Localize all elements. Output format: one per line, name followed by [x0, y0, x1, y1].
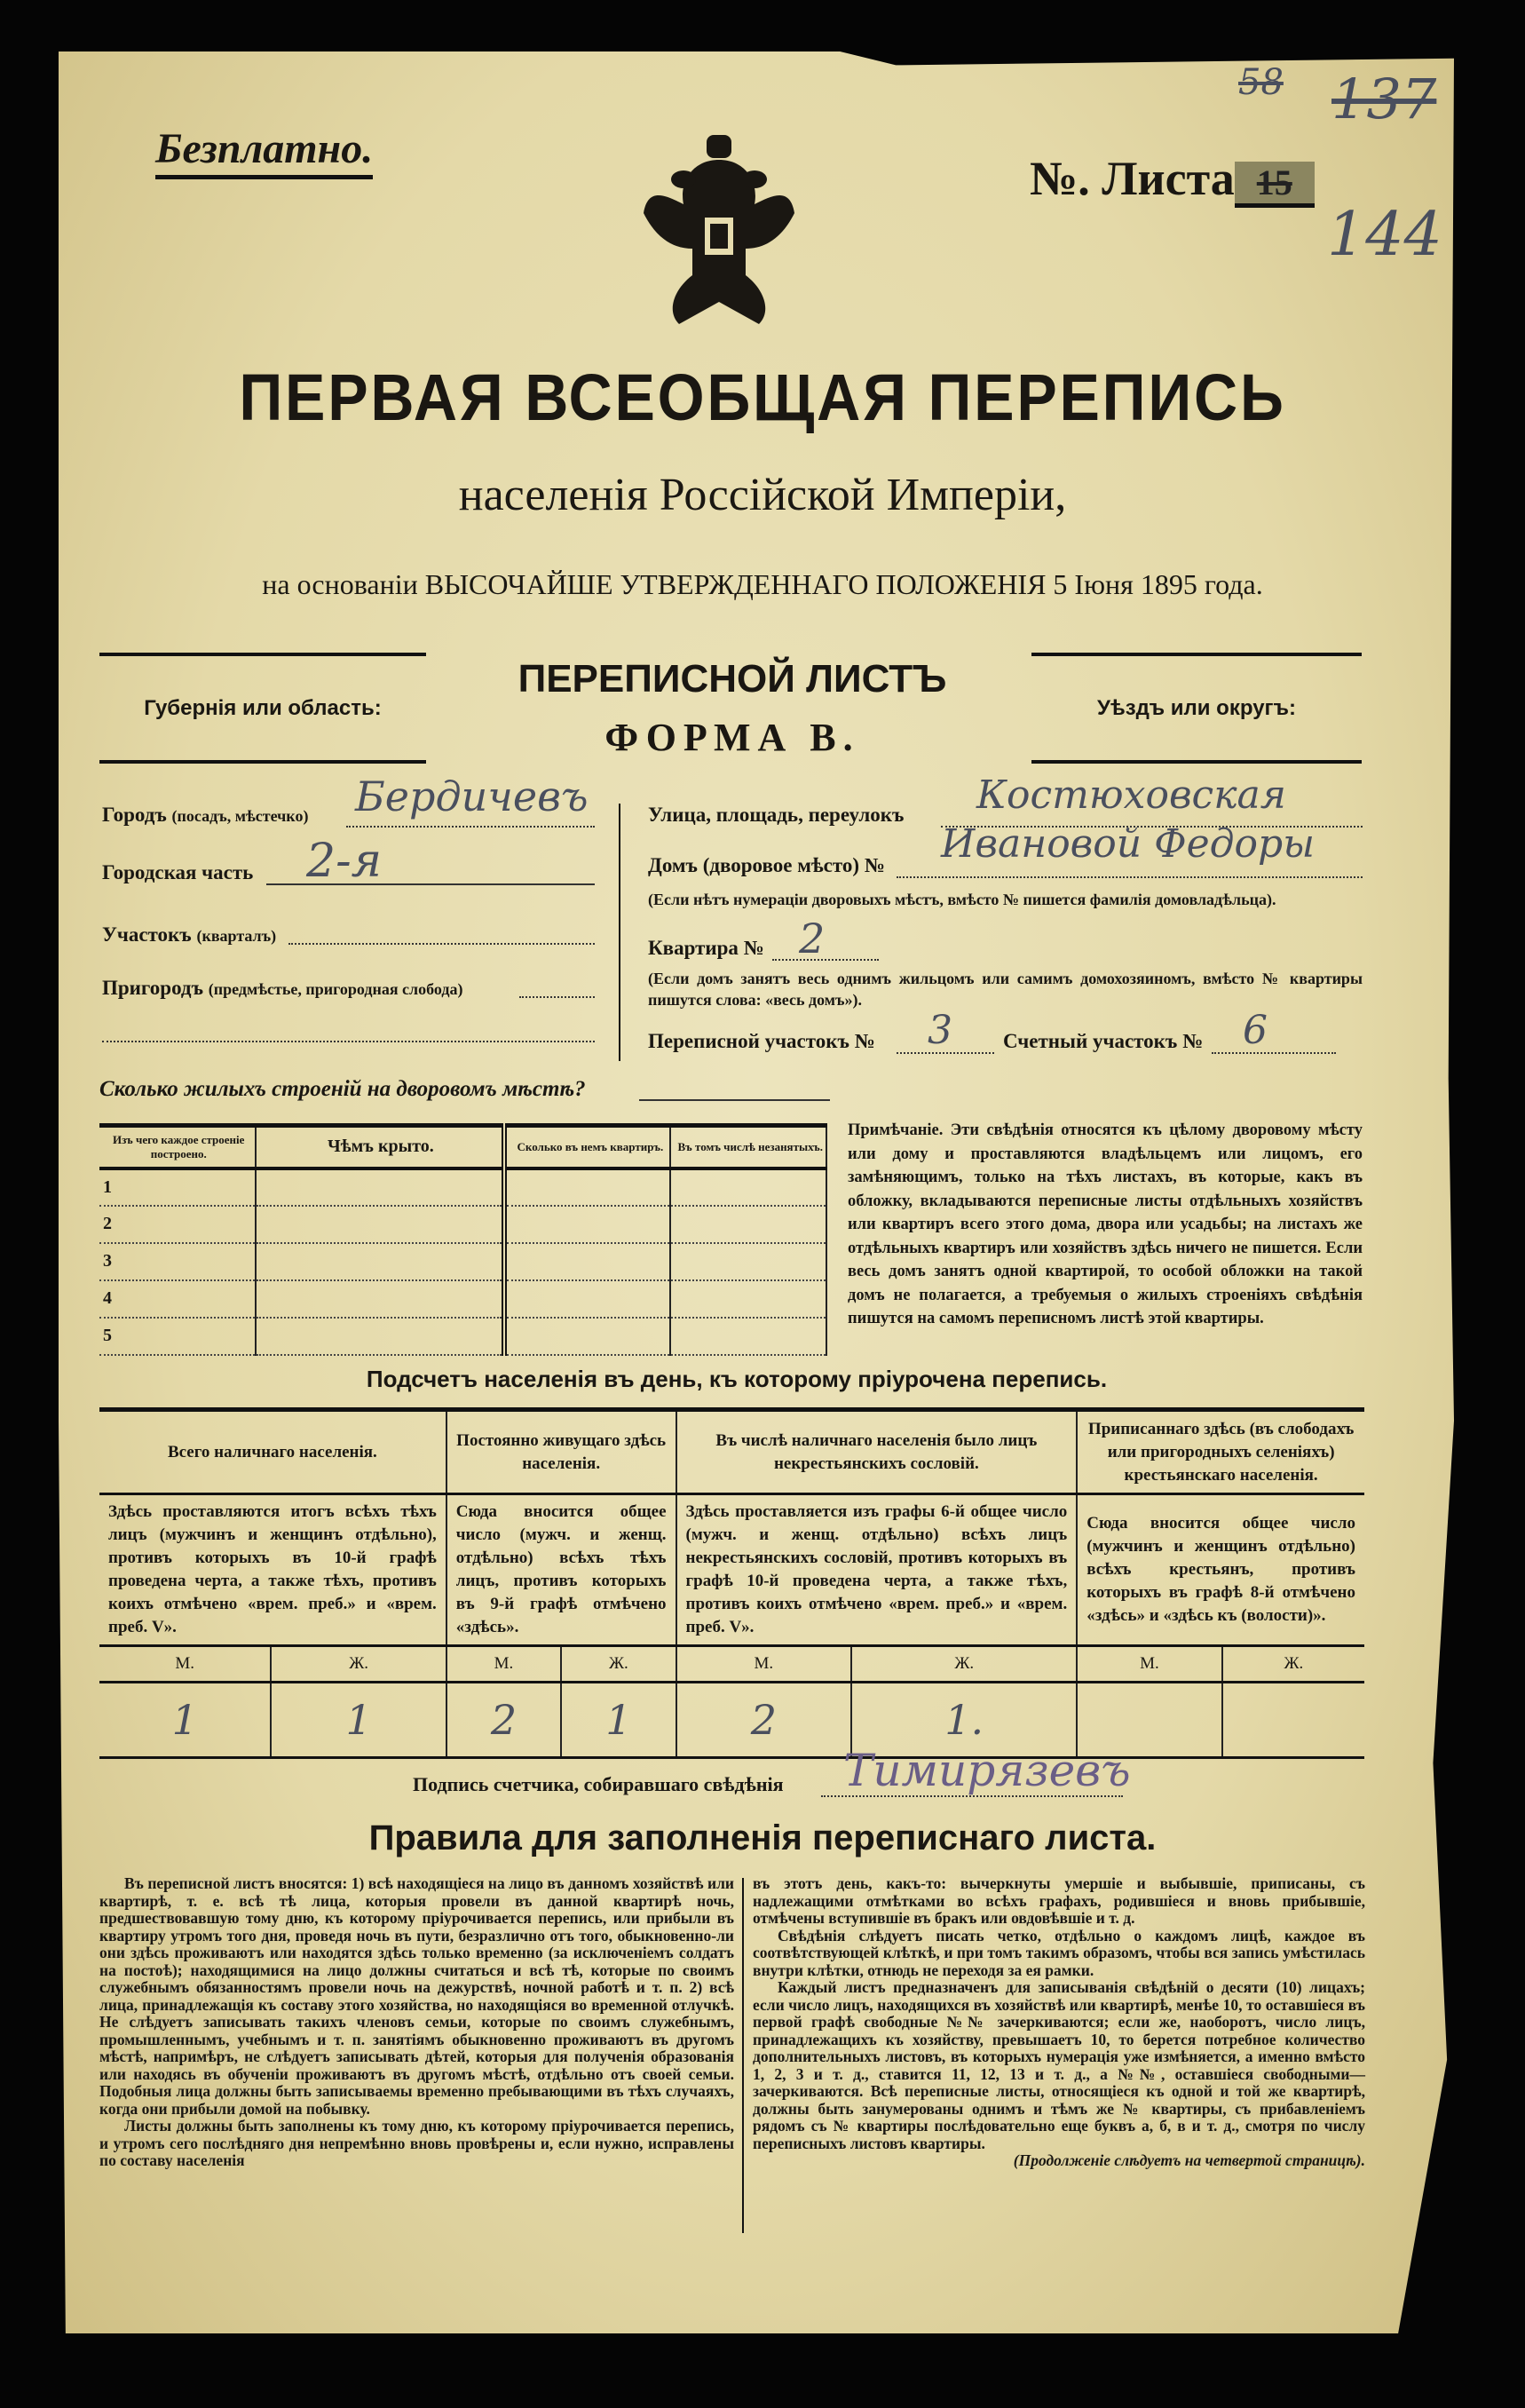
address-divider [619, 804, 620, 1061]
female-label: Ж. [851, 1646, 1077, 1683]
street-value: Костюховская [976, 772, 1286, 818]
col-non-peasant: Въ числѣ наличнаго населенія было лицъ некрестьянскихъ сословій. [676, 1410, 1078, 1494]
cell[interactable] [256, 1206, 505, 1243]
permanent-female-value[interactable]: 1 [561, 1683, 676, 1758]
permanent-male-value[interactable]: 2 [446, 1683, 561, 1758]
sheet-number-struck: 15 [1235, 162, 1315, 208]
desc-total-present: Здѣсь проставляются итогъ всѣхъ тѣхъ лицъ (мужчинъ и женщинъ отдѣльно), противъ которыхъ въ 10-й графѣ проведена черта, а также тѣхъ, противъ коихъ отмѣчено «врем. преб.» и «врем. преб. V». [99, 1494, 446, 1646]
population-table [99, 1407, 1364, 1759]
rules-paragraph: Листы должны быть заполнены къ тому дню, къ которому пріурочивается перепись, и утромъ сего послѣдняго дня непремѣнно вновь провѣрены и, если нужно, исправлены по составу населенія [99, 2117, 734, 2169]
col-total-present: Всего наличнаго населенія. [99, 1410, 446, 1494]
row-number: 3 [99, 1243, 256, 1280]
suburb-label: Пригородъ (предмѣстье, пригородная слобода) [102, 977, 463, 999]
row-number: 2 [99, 1206, 256, 1243]
cell[interactable] [670, 1206, 826, 1243]
table-row [99, 1280, 826, 1318]
precinct-label: Участокъ (кварталъ) [102, 923, 277, 946]
table-row [99, 1318, 826, 1355]
apartment-value: 2 [799, 915, 826, 962]
total-female-value[interactable]: 1 [271, 1683, 446, 1758]
city-part-label: Городская часть [102, 861, 254, 883]
table-row [99, 1168, 826, 1206]
population-count-title: Подсчетъ населенія въ день, къ которому пріурочена перепись. [366, 1366, 1108, 1392]
rules-paragraph: Каждый листъ предназначенъ для записыванія свѣдѣній о десяти (10) лицахъ; если число лицъ, находящихся въ хозяйствѣ или квартирѣ, менѣе 10, то оставшіеся въ первой графѣ свободные №№ зачеркиваются; если же, наоборотъ, число лицъ, принадлежащихъ къ хозяйству, превышаетъ 10, то берется потребное количество дополнительныхъ листовъ, въ которыхъ нумерація уже измѣняется, а именно вмѣсто 1, 2, 3 и т. д., ставится 11, 12, 13 и т. д., а №№, оставшіеся свободными—зачеркиваются. Всѣ переписные листы, относящіеся къ одной и той же квартирѣ, должны быть занумерованы однимъ и тѣмъ же № квартиры, съ прибавленіемъ рядомъ съ № квартиры послѣдовательно еще буквъ а, б, в и т. д., смотря по числу переписныхъ листовъ квартиры. [753, 1978, 1365, 2152]
desc-peasant-registered: Сюда вносится общее число (мужчинъ и женщинъ отдѣльно) всѣхъ крестьянъ, противъ которыхъ въ графѣ 8-й отмѣчено «здѣсь» и «здѣсь къ (волости)». [1077, 1494, 1364, 1646]
enumerator-signature: Тимирязевъ [843, 1745, 1131, 1796]
suburb-field-extra[interactable] [102, 1041, 595, 1042]
sheet-number-text: №. Листа [1030, 152, 1235, 205]
count-area-value: 6 [1243, 1008, 1268, 1053]
apartment-note: (Если домъ занятъ весь однимъ жильцомъ или самимъ домохозяиномъ, вмѣсто № квартиры пишутся слова: «весь домъ»). [648, 970, 1363, 1009]
district-label: Уѣздъ или округъ: [1096, 695, 1297, 720]
city-field[interactable] [346, 826, 595, 828]
document-title: ПЕРВАЯ ВСЕОБЩАЯ ПЕРЕПИСЬ [239, 360, 1286, 434]
archive-mark-1: 58 [1238, 62, 1284, 103]
male-label: М. [1077, 1646, 1221, 1683]
table-row [99, 1243, 826, 1280]
cell[interactable] [670, 1243, 826, 1280]
cell[interactable] [504, 1280, 670, 1318]
cell[interactable] [670, 1318, 826, 1355]
cell[interactable] [256, 1243, 505, 1280]
col-vacant: Въ томъ числѣ незанятыхъ. [670, 1126, 826, 1168]
census-area-label: Переписной участокъ № [648, 1030, 875, 1052]
sheet-number-label [1030, 151, 1315, 208]
population-header-row [99, 1410, 1364, 1494]
document-subtitle: населенія Россійской Имперіи, [458, 470, 1067, 520]
row-number: 1 [99, 1168, 256, 1206]
rules-left-column [99, 1875, 734, 2170]
cell[interactable] [504, 1318, 670, 1355]
free-of-charge-label: Безплатно. [155, 124, 373, 179]
archive-mark-3: 144 [1327, 200, 1442, 270]
female-label: Ж. [561, 1646, 676, 1683]
suburb-field[interactable] [519, 996, 595, 998]
province-field[interactable] [99, 653, 426, 764]
cell[interactable] [670, 1280, 826, 1318]
population-description-row [99, 1494, 1364, 1646]
rules-continued-note: (Продолженіе слѣдуетъ на четвертой страницѣ). [1013, 2151, 1365, 2169]
buildings-answer-field[interactable] [639, 1099, 830, 1101]
cell[interactable] [256, 1318, 505, 1355]
city-value: Бердичевъ [355, 772, 589, 820]
buildings-question: Сколько жилыхъ строеній на дворовомъ мѣстѣ? [99, 1077, 586, 1101]
desc-permanent: Сюда вносится общее число (мужч. и женщ. отдѣльно) всѣхъ тѣхъ лицъ, противъ которыхъ въ 9-й графѣ отмѣчено «здѣсь». [446, 1494, 676, 1646]
house-value: Ивановой Федоры [941, 821, 1316, 867]
cell[interactable] [504, 1243, 670, 1280]
double-headed-eagle-emblem [639, 133, 799, 337]
count-area-field[interactable] [1212, 1052, 1336, 1054]
female-label: Ж. [1222, 1646, 1364, 1683]
total-male-value[interactable]: 1 [171, 1696, 198, 1744]
male-label: М. [99, 1646, 271, 1683]
peasant-female-value[interactable] [1222, 1683, 1364, 1758]
male-label: М. [676, 1646, 852, 1683]
house-note: (Если нѣтъ нумераціи дворовыхъ мѣстъ, вмѣсто № пишется фамилія домовладѣльца). [648, 891, 1276, 908]
precinct-field[interactable] [288, 943, 595, 945]
enumerator-signature-label: Подпись счетчика, собиравшаго свѣдѣнія [413, 1773, 784, 1795]
cell[interactable] [256, 1280, 505, 1318]
house-field[interactable] [897, 876, 1363, 878]
street-label: Улица, площадь, переулокъ [648, 804, 905, 826]
census-area-value: 3 [928, 1008, 952, 1053]
non-peasant-male-value[interactable]: 2 [676, 1683, 852, 1758]
female-label: Ж. [271, 1646, 446, 1683]
archive-mark-2: 137 [1331, 67, 1437, 131]
city-label: Городъ (посадъ, мѣстечко) [102, 804, 309, 826]
cell[interactable] [256, 1168, 505, 1206]
city-part-value: 2-я [306, 835, 383, 888]
buildings-table-header [99, 1126, 826, 1168]
buildings-table [99, 1123, 827, 1356]
district-field[interactable] [1031, 653, 1362, 764]
row-number: 5 [99, 1318, 256, 1355]
col-permanent: Постоянно живущаго здѣсь населенія. [446, 1410, 676, 1494]
form-heading: ПЕРЕПИСНОЙ ЛИСТЪ [518, 657, 947, 701]
buildings-note: Примѣчаніе. Эти свѣдѣнія относятся къ цѣлому дворовому мѣсту или дому и проставляются владѣльцемъ или лицомъ, его замѣняющимъ, только на тѣхъ листахъ, въ которые, какъ въ обложку, вкладываются переписные листы отдѣльныхъ хозяйствъ или квартиръ всего этого дома, двора или усадьбы; на листахъ же отдѣльныхъ квартиръ или хозяйствъ здѣсь ничего не пишется. Если весь домъ занятъ одной квартирой, то особой обложки на такой домъ не полагается, а требуемыя о жилыхъ строеніяхъ свѣдѣнія пишутся на самомъ переписномъ листѣ этой квартиры. [848, 1121, 1363, 1327]
col-apartments: Сколько въ немъ квартиръ. [504, 1126, 670, 1168]
count-area-label: Счетный участокъ № [1003, 1030, 1204, 1052]
apartment-label: Квартира № [648, 937, 764, 959]
rules-paragraph: въ этотъ день, какъ-то: вычеркнуты умершіе и выбывшіе, приписаны, съ надлежащими отмѣтками во всѣхъ графахъ, родившіеся и вновь прибывшіе, отмѣчены вступившіе въ бракъ или овдовѣвшіе и т. д. [753, 1874, 1365, 1927]
province-label: Губернія или область: [144, 695, 382, 720]
form-name: ФОРМА В. [604, 716, 860, 759]
desc-non-peasant: Здѣсь проставляется изъ графы 6-й общее число (мужч. и женщ. отдѣльно) всѣхъ лицъ некрестьянскихъ сословій, противъ которыхъ въ графѣ 10-й проведена черта, а также тѣхъ, противъ коихъ отмѣчено «врем. преб.» и «врем. преб. V». [676, 1494, 1078, 1646]
col-roof: Чѣмъ крыто. [256, 1126, 505, 1168]
rules-paragraph: Свѣдѣнія слѣдуетъ писать четко, отдѣльно о каждомъ лицѣ, каждое въ соотвѣтствующей клѣткѣ, и при томъ такимъ образомъ, чтобы вся запись умѣстилась внутри клѣтки, отнюдь не переходя за ея рамки. [753, 1926, 1365, 1979]
table-row [99, 1206, 826, 1243]
non-peasant-female-value[interactable]: 1. [851, 1683, 1077, 1758]
apartment-field[interactable] [772, 959, 879, 961]
population-values-row [99, 1683, 1364, 1758]
male-label: М. [446, 1646, 561, 1683]
row-number: 4 [99, 1280, 256, 1318]
rules-title: Правила для заполненія переписнаго листа. [368, 1818, 1157, 1857]
house-label: Домъ (дворовое мѣсто) № [648, 854, 885, 876]
cell[interactable] [504, 1168, 670, 1206]
col-material: Изъ чего каждое строеніе построено. [99, 1126, 256, 1168]
cell[interactable] [504, 1206, 670, 1243]
rules-divider [742, 1878, 744, 2233]
cell[interactable] [670, 1168, 826, 1206]
rules-paragraph: Въ переписной листъ вносятся: 1) всѣ находящіеся на лицо въ данномъ хозяйствѣ или квартирѣ, т. е. всѣ тѣ лица, которыя провели въ данной квартирѣ ночь, предшествовавшую тому дню, къ которому пріурочивается перепись, или прибыли въ квартиру утромъ того дня, проведя ночь въ пути, безразлично отъ того, обыкновенно-ли они здѣсь проживаютъ или находятся здѣсь только временно (за исключеніемъ солдатъ на постоѣ); находящимися на лицо должны считаться и всѣ тѣ, которые по своимъ служебнымъ обязанностямъ провели ночь на дежурствѣ, ночной работѣ и т. п. 2) всѣ лица, принадлежащія къ составу этого хозяйства, но находящіяся во временной отлучкѣ. Не слѣдуетъ записывать такихъ членовъ семьи, которые по своимъ служебнымъ, промышленнымъ, учебнымъ и т. п. занятіямъ обыкновенно проживаютъ въ другомъ мѣстѣ, напримѣръ, не слѣдуетъ записывать дѣтей, которыя для полученія образованія или находясь въ обученіи проживаютъ въ другомъ мѣстѣ, отдѣльно отъ своей семьи. Подобныя лица должны быть записываемы временно пребывающими въ тѣхъ случаяхъ, когда они прибыли домой на побывку. [99, 1874, 734, 2118]
sex-header-row [99, 1646, 1364, 1683]
col-peasant-registered: Приписаннаго здѣсь (въ слободахъ или пригородныхъ селеніяхъ) крестьянскаго населенія. [1077, 1410, 1364, 1494]
legal-basis: на основаніи ВЫСОЧАЙШЕ УТВЕРЖДЕННАГО ПОЛОЖЕНІЯ 5 Іюня 1895 года. [262, 568, 1263, 600]
rules-right-column [753, 1875, 1365, 2170]
